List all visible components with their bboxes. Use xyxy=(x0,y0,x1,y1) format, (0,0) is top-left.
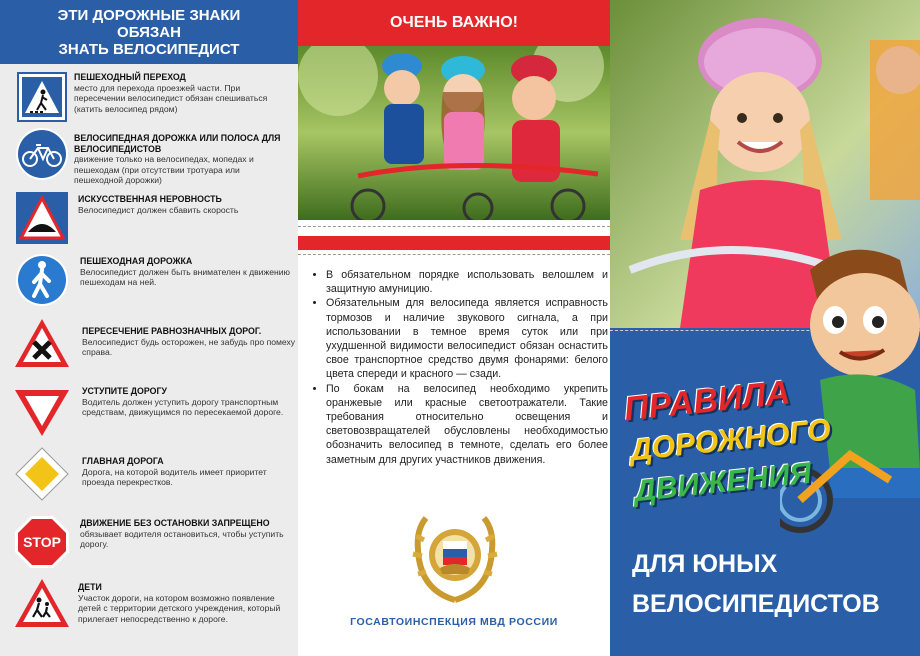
footpath-sign-icon xyxy=(12,252,72,308)
list-item: • В обязательном порядке использовать велошлем и защитную амуницию. xyxy=(326,268,608,296)
safety-rules-list xyxy=(312,268,608,467)
sign-description: ДЕТИ Участок дороги, на котором возможно появление детей с территории детского учреждения, который прилегает непосредственно к дороге. xyxy=(78,582,281,624)
stop-sign-icon xyxy=(12,514,72,570)
list-item: • По бокам на велосипед необходимо укрепить оранжевые или красные светоотражатели. Такие требования относительно освещения и световозвращателей обусловлены необходимостью обозначить велосипед в темноте, сделать его более заметным для других участников движения. xyxy=(326,382,608,467)
sign-description: ДВИЖЕНИЕ БЕЗ ОСТАНОВКИ ЗАПРЕЩЕНО обязывает водителя остановиться, чтобы уступить дорогу. xyxy=(80,518,284,550)
sign-description: ВЕЛОСИПЕДНАЯ ДОРОЖКА ИЛИ ПОЛОСА ДЛЯ ВЕЛОСИПЕДИСТОВ движение только на велосипедах, мопедах и пешеходам (при отсутствии тротуара или пешеходной дорожки) xyxy=(74,133,281,186)
main-road-sign-icon xyxy=(12,446,72,502)
list-item: • Обязательным для велосипеда является исправность тормозов и наличие звукового сигнала, а при использовании в темное время суток или при ухудшенной видимости велосипедист обязан оснастить свое транспортное средство двумя фонарями: белого цвета спереди и красного — сзади. xyxy=(326,296,608,381)
cover-title-line: ДОРОЖНОГО xyxy=(628,413,833,468)
sign-description: ГЛАВНАЯ ДОРОГА Дорога, на которой водитель имеет приоритет проезда перекрестков. xyxy=(82,456,267,488)
sign-description: УСТУПИТЕ ДОРОГУ Водитель должен уступить дорогу транспортным средствам, движущимся по пересекаемой дороге. xyxy=(82,386,284,418)
speed-bump-sign-icon xyxy=(12,190,72,246)
sign-description: ИСКУССТВЕННАЯ НЕРОВНОСТЬ Велосипедист должен сбавить скорость xyxy=(78,194,239,215)
pedestrian-crossing-sign-icon xyxy=(12,70,72,126)
equal-roads-intersection-sign-icon xyxy=(12,316,72,372)
cover-title-line: ПРАВИЛА xyxy=(622,373,792,429)
give-way-sign-icon xyxy=(12,384,72,440)
traffic-police-emblem-icon xyxy=(410,510,500,604)
sign-description: ПЕШЕХОДНЫЙ ПЕРЕХОД место для перехода проезжей части. При пересечении велосипедист обязан спешиваться (катить велосипед рядом) xyxy=(74,72,268,114)
cover-title-line: ДВИЖЕНИЯ xyxy=(632,456,814,509)
road-signs-panel xyxy=(0,0,298,656)
sign-description: ПЕШЕХОДНАЯ ДОРОЖКА Велосипедист должен быть внимателен к движению пешеходам на ней. xyxy=(80,256,290,288)
red-stripe xyxy=(298,236,610,250)
important-panel xyxy=(298,0,610,656)
cover-subtitle-line: ВЕЛОСИПЕДИСТОВ xyxy=(632,590,880,618)
cover-subtitle-line: ДЛЯ ЮНЫХ xyxy=(632,550,778,578)
signs-panel-header: ЭТИ ДОРОЖНЫЕ ЗНАКИ ОБЯЗАН ЗНАТЬ ВЕЛОСИПЕДИСТ xyxy=(0,0,298,64)
children-cyclists-photo xyxy=(298,46,610,220)
cut-line xyxy=(298,254,610,255)
sign-description: ПЕРЕСЕЧЕНИЕ РАВНОЗНАЧНЫХ ДОРОГ. Велосипедист будь осторожен, не забудь про помеху справа. xyxy=(82,326,296,358)
children-sign-icon xyxy=(12,576,72,632)
cartoon-boy-cyclist-illustration xyxy=(780,240,920,540)
cut-line xyxy=(298,226,610,227)
cover-panel xyxy=(610,0,920,656)
bicycle-path-sign-icon xyxy=(12,126,72,182)
svg-text:STOP: STOP xyxy=(23,534,61,550)
important-header: ОЧЕНЬ ВАЖНО! xyxy=(298,0,610,46)
agency-name: ГОСАВТОИНСПЕКЦИЯ МВД РОССИИ xyxy=(350,616,558,628)
